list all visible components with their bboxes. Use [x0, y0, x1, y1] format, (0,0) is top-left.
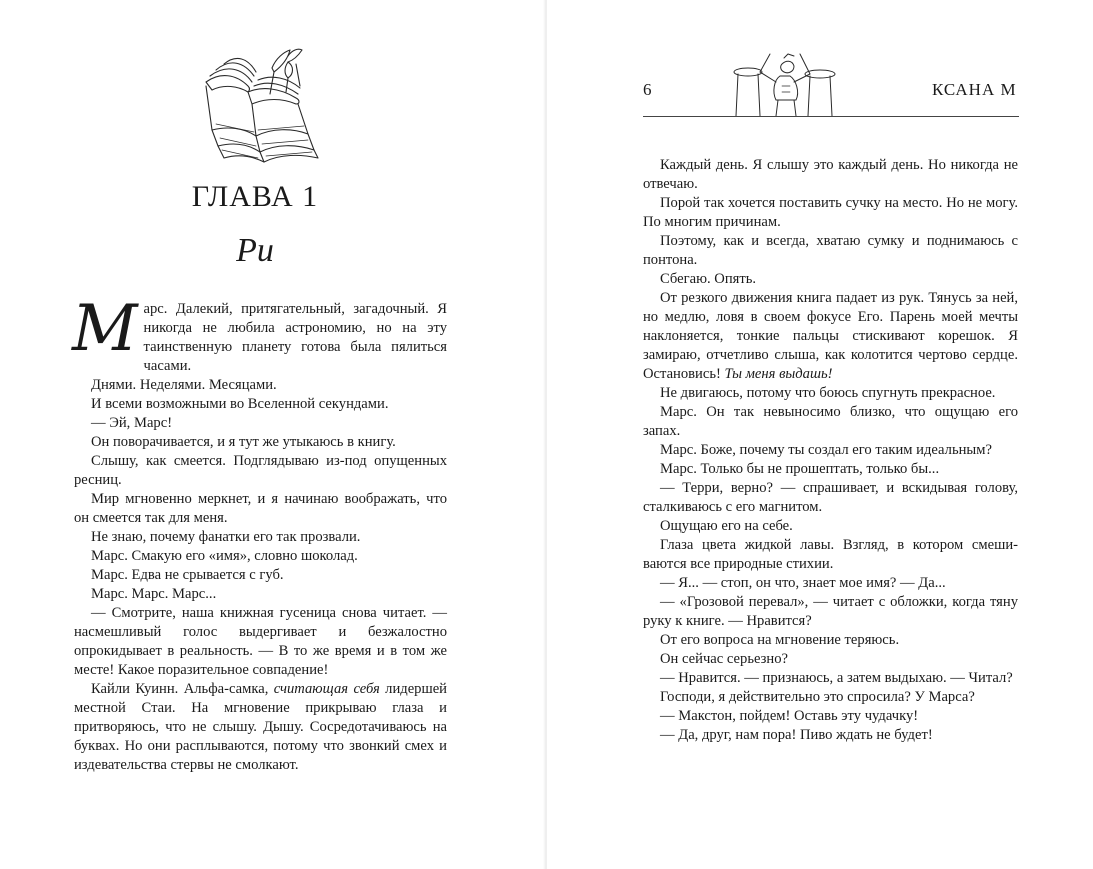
paragraph: [74, 376, 447, 395]
paragraph-text: — «Грозовой перевал», — читает с обложки, когда тяну руку к книге. — Нравится?: [643, 594, 1018, 629]
paragraph-text: Слышу, как смеется. Подглядываю из-под опущенных ресниц.: [74, 453, 447, 488]
paragraph-text: Поэтому, как и всегда, хватаю сумку и поднимаюсь с понтона.: [643, 233, 1018, 268]
paragraph: [643, 631, 1018, 650]
paragraph-text: Глаза цвета жидкой лавы. Взгляд, в котором смешиваются все природные стихии.: [643, 537, 1018, 572]
paragraph: [74, 680, 447, 775]
paragraph: [643, 726, 1018, 745]
paragraph: [74, 528, 447, 547]
paragraph: [643, 441, 1018, 460]
paragraph: [74, 414, 447, 433]
header-rule: [643, 116, 1019, 117]
left-page: [0, 0, 545, 869]
paragraph: [643, 384, 1018, 403]
paragraph: [74, 566, 447, 585]
paragraph-text: Марс. Смакую его «имя», словно шоколад.: [91, 548, 358, 564]
paragraph: [643, 194, 1018, 232]
chapter-subtitle: Ри: [236, 232, 274, 269]
paragraph-text: Он поворачивается, и я тут же утыкаюсь в книгу.: [91, 434, 396, 450]
page-number: 6: [643, 80, 652, 99]
paragraph-text: — Смотрите, наша книжная гусеница снова читает. — насмешливый голос выдергивает и безжалостно опрокидывает в реальность. — В то же время и в том же месте! Какое поразительное совпадение!: [74, 605, 447, 678]
paragraph-text: Ощущаю его на себе.: [660, 518, 793, 534]
paragraph-text: — Да, друг, нам пора! Пиво ждать не будет!: [660, 727, 933, 743]
paragraph-text: Он сейчас серьезно?: [660, 651, 788, 667]
right-page-text: [643, 156, 1018, 745]
drop-cap: М: [72, 292, 138, 366]
paragraph: [643, 650, 1018, 669]
paragraph-text: Марс. Только бы не прошептать, только бы...: [660, 461, 940, 477]
paragraph-text: Не знаю, почему фанатки его так прозвали.: [91, 529, 361, 545]
open-book-with-quill-icon: [188, 46, 328, 164]
paragraph-text: Не двигаюсь, потому что боюсь спугнуть прекрасное.: [660, 385, 996, 401]
paragraph-text: Марс. Едва не срывается с губ.: [91, 567, 284, 583]
paragraph: [643, 156, 1018, 194]
paragraph: [643, 403, 1018, 441]
paragraph-text: Каждый день. Я слышу это каждый день. Но никогда не отвечаю.: [643, 157, 1018, 192]
left-page-text: [72, 292, 447, 775]
paragraph: [74, 585, 447, 604]
paragraph: [74, 490, 447, 528]
italic-text: Ты меня выдашь!: [724, 366, 833, 382]
paragraph-text: — Я... — стоп, он что, знает мое имя? — Да...: [660, 575, 946, 591]
paragraph-text: Марс. Боже, почему ты создал его таким идеальным?: [660, 442, 992, 458]
paragraph: [643, 479, 1018, 517]
paragraph: [643, 688, 1018, 707]
paragraph: [643, 669, 1018, 688]
paragraph-text: арс. Далекий, притягательный, загадочный. Я никогда не любила астрономию, но на эту таинственную планету готова была пялиться часами.: [143, 301, 447, 374]
paragraph: [643, 574, 1018, 593]
paragraph: [74, 604, 447, 680]
paragraph-text: — Макстон, пойдем! Оставь эту чудачку!: [660, 708, 919, 724]
paragraph-text: Кайли Куинн. Альфа-самка,: [91, 681, 274, 697]
paragraph: [643, 270, 1018, 289]
paragraph: [74, 433, 447, 452]
paragraph: [643, 232, 1018, 270]
paragraph: [74, 395, 447, 414]
paragraph-text: От его вопроса на мгновение теряюсь.: [660, 632, 900, 648]
paragraph-text: Мир мгновенно меркнет, и я начинаю воображать, что он смеется так для меня.: [74, 491, 447, 526]
paragraph-text: Марс. Он так невыносимо близко, что ощущаю его запах.: [643, 404, 1018, 439]
right-page: [547, 0, 1093, 869]
paragraph-text: Днями. Неделями. Месяцами.: [91, 377, 277, 393]
paragraph: [643, 536, 1018, 574]
paragraph-text: Марс. Марс. Марс...: [91, 586, 217, 602]
paragraph: [643, 593, 1018, 631]
paragraph-text: — Эй, Марс!: [91, 415, 173, 431]
paragraph-text: Сбегаю. Опять.: [660, 271, 757, 287]
paragraph-text: — Нравится. — признаюсь, а затем выдыхаю. — Читал?: [660, 670, 1013, 686]
running-head: КСАНА М: [932, 80, 1017, 99]
paragraph-text: Порой так хочется поставить сучку на место. Но не могу. По многим причинам.: [643, 195, 1018, 230]
paragraph: [643, 460, 1018, 479]
paragraph-text: Господи, я действительно это спросила? У Марса?: [660, 689, 975, 705]
italic-text: считающая себя: [273, 681, 380, 697]
paragraph: [643, 517, 1018, 536]
paragraph-text: И всеми возможными во Вселенной секундами.: [91, 396, 389, 412]
chapter-title: ГЛАВА 1: [191, 180, 319, 213]
paragraph-text: От резкого движения книга падает из рук. Тянусь за ней, но медлю, ловя в своем фокусе Его. Парень моей мечты наклоняется, тонкие пальцы стискивают корешок. Я замираю, отчетливо слыша, как колотится чертово сердце. Остановись!: [643, 290, 1018, 382]
paragraph: [74, 547, 447, 566]
juggling-figure-icon: [730, 52, 840, 118]
paragraph: [643, 707, 1018, 726]
paragraph: [74, 452, 447, 490]
paragraph-text: лидершей местной Стаи. На мгновение прикрываю глаза и притворяюсь, что не слышу. Дышу. Сосредотачиваюсь на буквах. Но они расплываются, потому что звонкий смех и издевательства стервы не смолкают.: [74, 681, 447, 773]
paragraph: [72, 292, 447, 376]
paragraph-text: — Терри, верно? — спрашивает, и вскидывая голову, сталкиваюсь с его магнитом.: [643, 480, 1018, 515]
paragraph: [643, 289, 1018, 384]
